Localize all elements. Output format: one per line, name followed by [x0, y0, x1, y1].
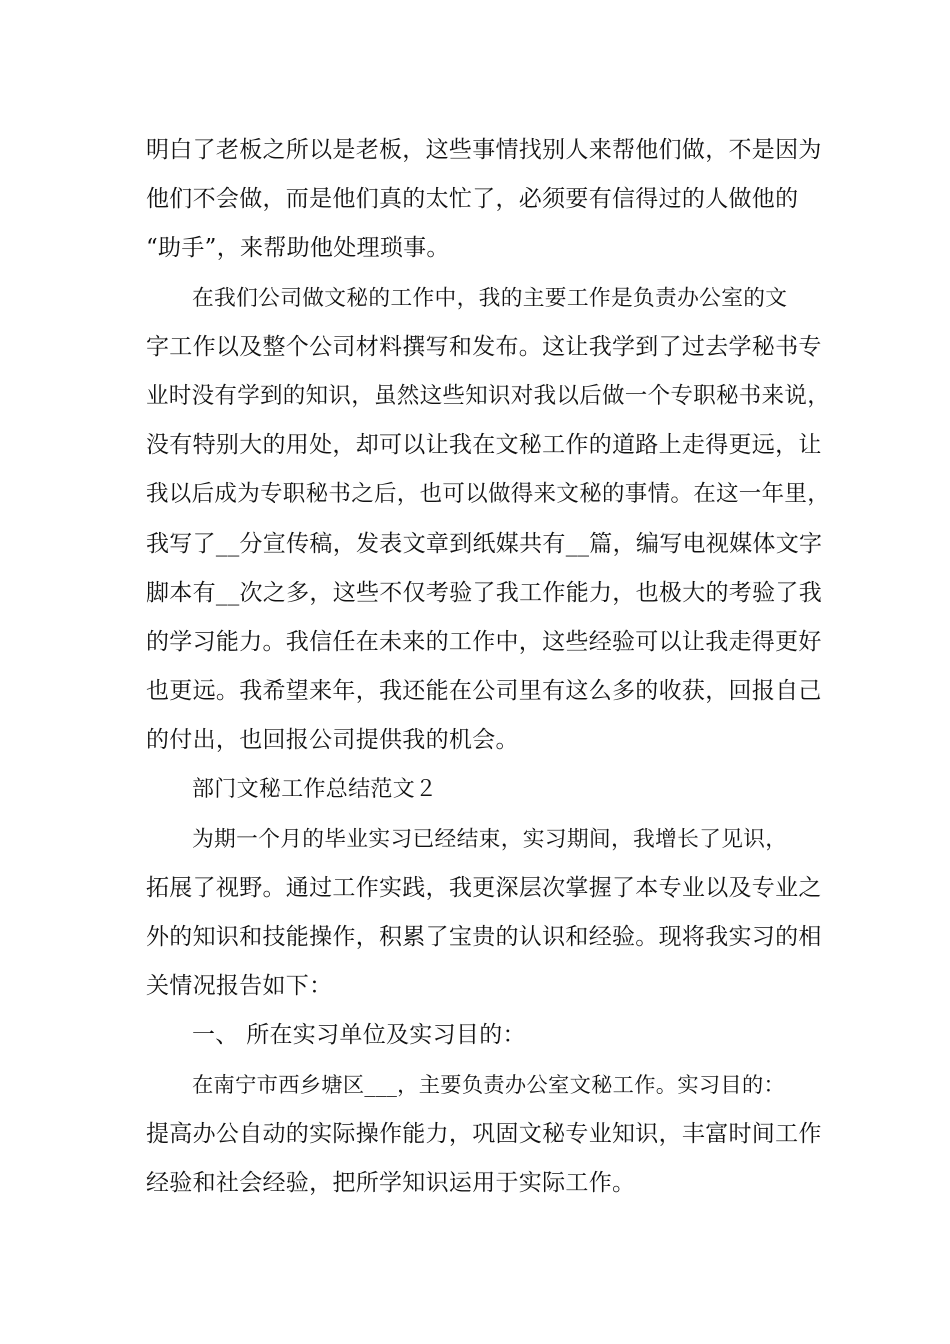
text-line: 脚本有__次之多，这些不仅考验了我工作能力，也极大的考验了我 [146, 579, 822, 606]
subsection-heading [146, 1011, 836, 1060]
text-line: 外的知识和技能操作，积累了宝贵的认识和经验。现将我实习的相 [146, 924, 822, 950]
text-line: 为期一个月的毕业实习已经结束，实习期间，我增长了见识， [192, 826, 788, 852]
text-line: 我写了__分宣传稿，发表文章到纸媒共有__篇，编写电视媒体文字 [146, 530, 823, 557]
text-line: 拓展了视野。通过工作实践，我更深层次掌握了本专业以及专业之 [146, 874, 822, 901]
section-heading [146, 765, 836, 814]
paragraph-internship-intro [146, 815, 836, 1012]
text-line: 提高办公自动的实际操作能力，巩固文秘专业知识，丰富时间工作 [146, 1120, 822, 1147]
text-line: 他们不会做，而是他们真的太忙了，必须要有信得过的人做他的 [146, 186, 799, 213]
text-line: 字工作以及整个公司材料撰写和发布。这让我学到了过去学秘书专 [146, 333, 822, 360]
paragraph-internship-unit [146, 1061, 836, 1209]
text-line: 在我们公司做文秘的工作中，我的主要工作是负责办公室的文 [192, 285, 788, 311]
paragraph-continued [146, 126, 836, 274]
text-line: 关情况报告如下： [146, 973, 333, 1000]
text-line: 的付出，也回报公司提供我的机会。 [146, 727, 519, 754]
text-line: 在南宁市西乡塘区___，主要负责办公室文秘工作。实习目的： [192, 1072, 786, 1098]
text-line: 经验和社会经验，把所学知识运用于实际工作。 [146, 1169, 636, 1196]
text-line: 业时没有学到的知识，虽然这些知识对我以后做一个专职秘书来说， [146, 382, 831, 409]
text-line: 的学习能力。我信任在未来的工作中，这些经验可以让我走得更好 [146, 628, 822, 655]
document-body [146, 126, 836, 1208]
heading-text: 部门文秘工作总结范文２ [192, 777, 438, 803]
text-line: 也更远。我希望来年，我还能在公司里有这么多的收获，回报自己 [146, 678, 822, 705]
text-line: “助手”，来帮助他处理琐事。 [146, 235, 450, 262]
subheading-text: 一、 所在实习单位及实习目的： [192, 1022, 526, 1049]
paragraph-secretary-work [146, 274, 836, 766]
text-line: 我以后成为专职秘书之后，也可以做得来文秘的事情。在这一年里， [146, 481, 831, 508]
text-line: 没有特别大的用处，却可以让我在文秘工作的道路上走得更远，让 [146, 432, 822, 459]
text-line: 明白了老板之所以是老板，这些事情找别人来帮他们做，不是因为 [146, 137, 822, 163]
